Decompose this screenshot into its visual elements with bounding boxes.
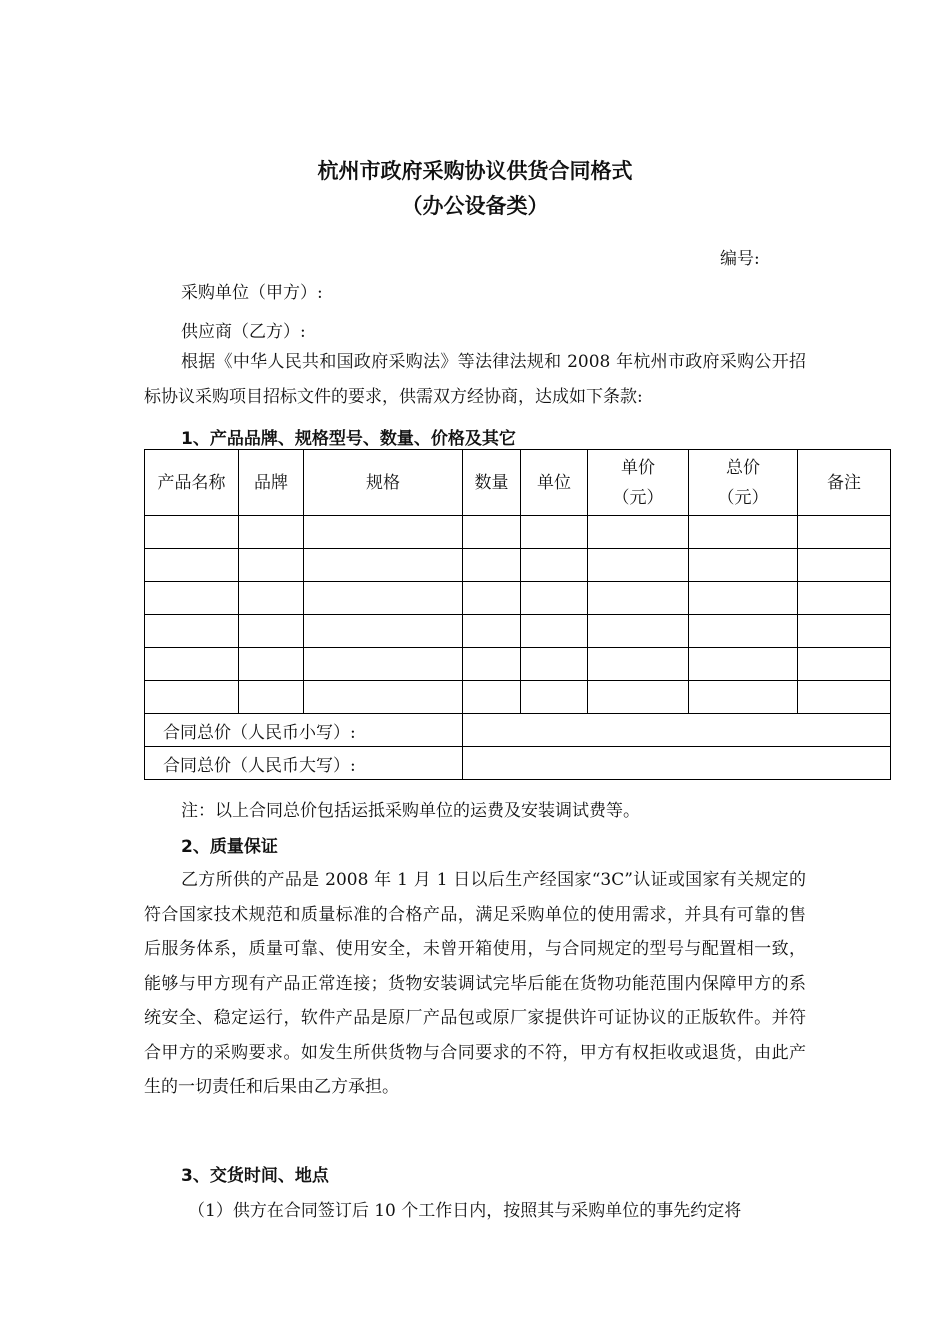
table-cell[interactable] — [521, 582, 588, 615]
table-cell[interactable] — [463, 516, 521, 549]
table-cell[interactable] — [798, 615, 891, 648]
table-cell[interactable] — [689, 516, 798, 549]
table-cell[interactable] — [798, 582, 891, 615]
total-small-value[interactable] — [463, 714, 891, 747]
table-cell[interactable] — [304, 582, 463, 615]
table-cell[interactable] — [689, 648, 798, 681]
table-cell[interactable] — [689, 615, 798, 648]
document-subtitle: （办公设备类） — [401, 194, 549, 218]
header-brand: 品牌 — [239, 450, 304, 516]
table-cell[interactable] — [304, 648, 463, 681]
price-note: 注：以上合同总价包括运抵采购单位的运费及安装调试费等。 — [181, 801, 640, 821]
table-cell[interactable] — [521, 516, 588, 549]
table-cell[interactable] — [145, 582, 239, 615]
total-small-row — [145, 714, 891, 747]
intro-paragraph: 根据《中华人民共和国政府采购法》等法律法规和 2008 年杭州市政府采购公开招标协议采购项目招标文件的要求，供需双方经协商，达成如下条款: — [144, 352, 806, 407]
table-cell[interactable] — [239, 582, 304, 615]
table-cell[interactable] — [588, 648, 689, 681]
header-quantity: 数量 — [463, 450, 521, 516]
table-cell[interactable] — [145, 615, 239, 648]
header-unit: 单位 — [521, 450, 588, 516]
supplier-label: 供应商（乙方）: — [181, 322, 306, 342]
table-cell[interactable] — [588, 516, 689, 549]
table-row — [145, 681, 891, 714]
table-row — [145, 648, 891, 681]
table-cell[interactable] — [145, 648, 239, 681]
header-total-price-line2: （元） — [717, 487, 769, 508]
total-large-row — [145, 747, 891, 780]
table-header-row — [145, 450, 891, 516]
table-cell[interactable] — [588, 549, 689, 582]
table-cell[interactable] — [304, 549, 463, 582]
table-cell[interactable] — [689, 582, 798, 615]
table-cell[interactable] — [239, 615, 304, 648]
table-cell[interactable] — [689, 681, 798, 714]
table-cell[interactable] — [239, 681, 304, 714]
header-product-name: 产品名称 — [145, 450, 239, 516]
total-large-label: 合同总价（人民币大写）: — [145, 747, 463, 780]
table-cell[interactable] — [798, 549, 891, 582]
table-cell[interactable] — [145, 549, 239, 582]
table-cell[interactable] — [239, 648, 304, 681]
table-row — [145, 582, 891, 615]
table-cell[interactable] — [689, 549, 798, 582]
table-cell[interactable] — [304, 516, 463, 549]
table-cell[interactable] — [463, 582, 521, 615]
table-cell[interactable] — [304, 681, 463, 714]
header-unit-price — [588, 450, 689, 516]
section-1-heading: 1、产品品牌、规格型号、数量、价格及其它 — [181, 429, 516, 449]
table-cell[interactable] — [145, 681, 239, 714]
table-row — [145, 615, 891, 648]
buyer-label: 采购单位（甲方）: — [181, 283, 323, 303]
header-spec: 规格 — [304, 450, 463, 516]
serial-number-label: 编号: — [720, 249, 760, 269]
table-cell[interactable] — [463, 549, 521, 582]
table-cell[interactable] — [588, 615, 689, 648]
table-cell[interactable] — [588, 582, 689, 615]
table-row — [145, 516, 891, 549]
document-title: 杭州市政府采购协议供货合同格式 — [317, 159, 633, 183]
delivery-paragraph: （1）供方在合同签订后 10 个工作日内，按照其与采购单位的事先约定将 — [188, 1201, 742, 1221]
table-cell[interactable] — [463, 648, 521, 681]
header-total-price — [689, 450, 798, 516]
table-cell[interactable] — [239, 549, 304, 582]
table-cell[interactable] — [239, 516, 304, 549]
section-2-heading: 2、质量保证 — [181, 837, 278, 857]
table-cell[interactable] — [521, 549, 588, 582]
header-unit-price-line2: （元） — [612, 487, 664, 508]
table-cell[interactable] — [798, 681, 891, 714]
table-row — [145, 549, 891, 582]
table-cell[interactable] — [463, 615, 521, 648]
table-cell[interactable] — [145, 516, 239, 549]
quality-paragraph: 乙方所供的产品是 2008 年 1 月 1 日以后生产经国家“3C”认证或国家有关规定的符合国家技术规范和质量标准的合格产品，满足采购单位的使用需求，并具有可靠的售后服务体系，质量可靠、使用安全，未曾开箱使用，与合同规定的型号与配置相一致，能够与甲方现有产品正常连接；货物安装调试完毕后能在货物功能范围内保障甲方的系统安全、稳定运行，软件产品是原厂产品包或原厂家提供许可证协议的正版软件。并符合甲方的采购要求。如发生所供货物与合同要求的不符，甲方有权拒收或退货，由此产生的一切责任和后果由乙方承担。 — [144, 870, 806, 1097]
table-cell[interactable] — [521, 681, 588, 714]
table-cell[interactable] — [521, 648, 588, 681]
table-cell[interactable] — [798, 648, 891, 681]
table-cell[interactable] — [304, 615, 463, 648]
table-cell[interactable] — [521, 615, 588, 648]
total-small-label: 合同总价（人民币小写）: — [145, 714, 463, 747]
table-cell[interactable] — [588, 681, 689, 714]
total-large-value[interactable] — [463, 747, 891, 780]
header-remarks: 备注 — [798, 450, 891, 516]
table-cell[interactable] — [798, 516, 891, 549]
product-table — [144, 449, 891, 780]
table-cell[interactable] — [463, 681, 521, 714]
header-total-price-line1: 总价 — [726, 457, 760, 478]
header-unit-price-line1: 单价 — [621, 457, 655, 478]
section-3-heading: 3、交货时间、地点 — [181, 1166, 329, 1186]
